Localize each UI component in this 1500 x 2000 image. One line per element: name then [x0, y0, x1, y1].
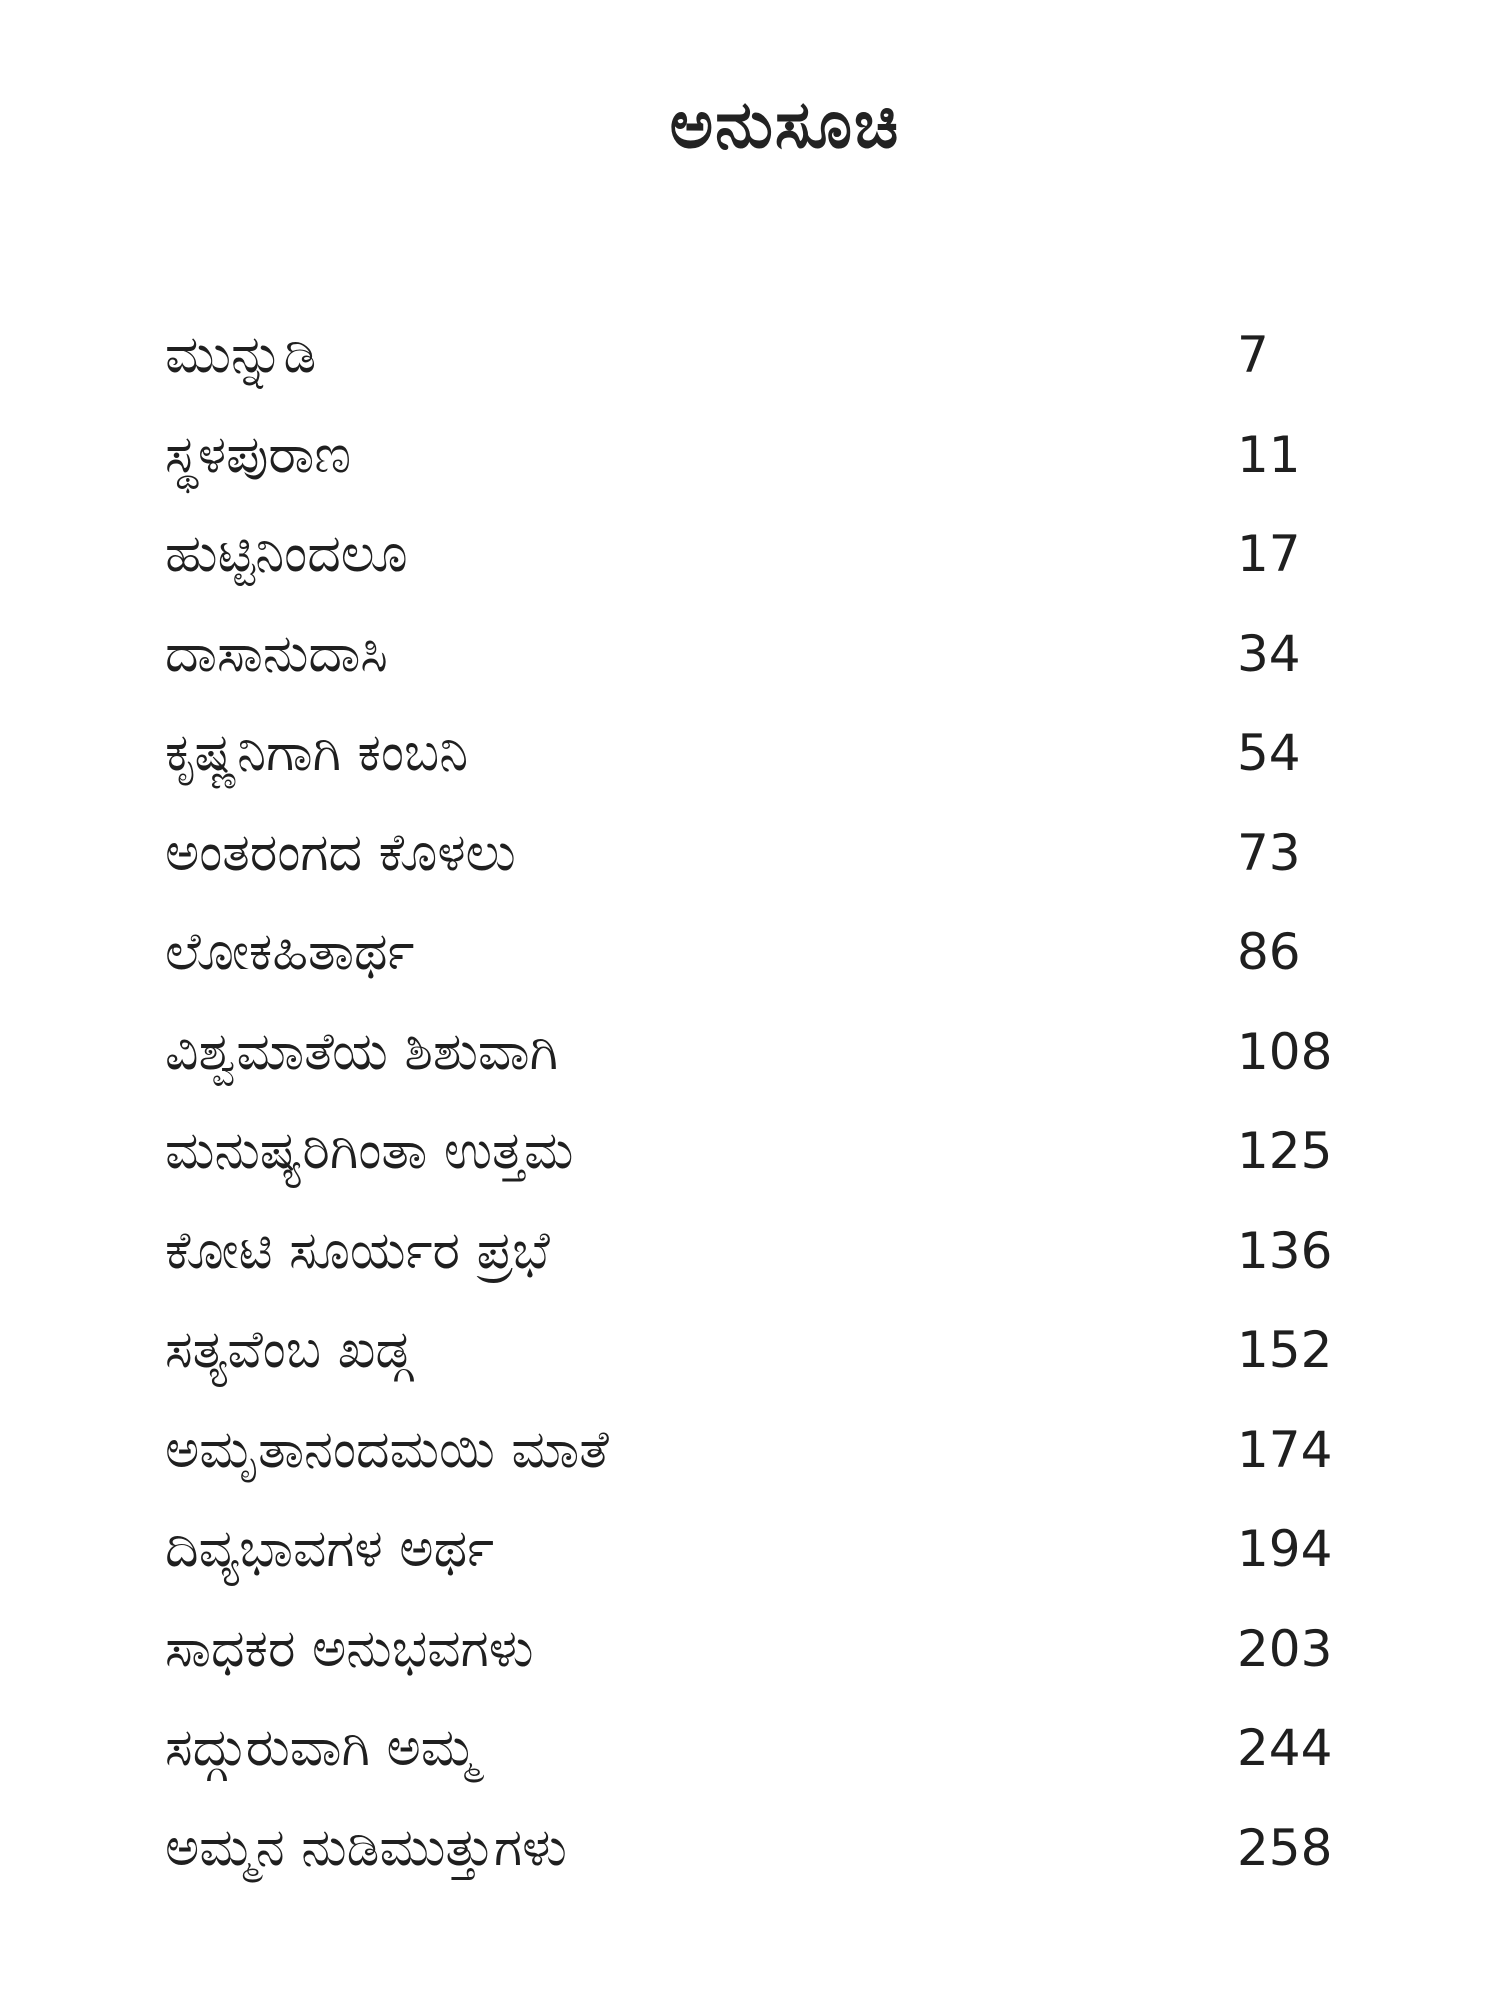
toc-entry-page-number: 86	[1237, 923, 1301, 981]
toc-entry-title: ಮನುಷ್ಯರಿಗಿಂತಾ ಉತ್ತಮ	[165, 1121, 574, 1181]
toc-entry	[165, 420, 1365, 520]
toc-entry-page-number: 258	[1237, 1818, 1333, 1877]
page-title: ಅನುಸೂಚಿ	[669, 86, 901, 163]
toc-entry-title: ಕೋಟಿ ಸೂರ್ಯರ ಪ್ರಭೆ	[165, 1220, 550, 1281]
toc-entry-title: ಸದ್ಗುರುವಾಗಿ ಅಮ್ಮ	[165, 1718, 478, 1778]
toc-entry-page-number: 73	[1237, 823, 1301, 882]
table-of-contents	[165, 320, 1365, 1912]
toc-entry	[165, 1216, 1365, 1316]
toc-entry-title: ಸತ್ಯವೆಂಬ ಖಡ್ಗ	[165, 1320, 412, 1380]
toc-entry-page-number: 125	[1237, 1122, 1333, 1180]
toc-entry	[165, 519, 1365, 619]
toc-entry	[165, 1017, 1365, 1117]
toc-entry-title: ದಿವ್ಯಭಾವಗಳ ಅರ್ಥ	[165, 1519, 495, 1579]
toc-entry-page-number: 7	[1237, 326, 1269, 384]
toc-entry-page-number: 152	[1237, 1321, 1333, 1379]
toc-entry	[165, 619, 1365, 719]
toc-entry	[165, 320, 1365, 420]
toc-entry-page-number: 11	[1237, 425, 1301, 484]
toc-entry	[165, 1813, 1365, 1913]
toc-entry	[165, 1614, 1365, 1714]
toc-entry-page-number: 54	[1237, 724, 1301, 782]
toc-entry-page-number: 194	[1237, 1520, 1333, 1578]
toc-entry-title: ಅಂತರಂಗದ ಕೊಳಲು	[165, 822, 516, 883]
toc-entry-page-number: 203	[1237, 1619, 1333, 1678]
toc-entry-title: ಕೃಷ್ಣನಿಗಾಗಿ ಕಂಬನಿ	[165, 723, 469, 783]
toc-entry-title: ಸಾಧಕರ ಅನುಭವಗಳು	[165, 1618, 534, 1679]
toc-entry-title: ದಾಸಾನುದಾಸಿ	[165, 623, 388, 684]
toc-entry	[165, 1415, 1365, 1515]
toc-entry-title: ಲೋಕಹಿತಾರ್ಥ	[165, 922, 415, 982]
toc-entry-page-number: 136	[1237, 1221, 1333, 1280]
toc-entry	[165, 718, 1365, 818]
toc-entry-title: ಸ್ಥಳಪುರಾಣ	[165, 424, 352, 485]
toc-entry-title: ಮುನ್ನುಡಿ	[165, 325, 317, 385]
toc-entry-page-number: 244	[1237, 1719, 1333, 1777]
toc-entry	[165, 1315, 1365, 1415]
toc-entry-title: ಅಮ್ಮನ ನುಡಿಮುತ್ತುಗಳು	[165, 1817, 567, 1878]
toc-entry-page-number: 34	[1237, 624, 1301, 683]
toc-entry-title: ವಿಶ್ವಮಾತೆಯ ಶಿಶುವಾಗಿ	[165, 1021, 559, 1082]
toc-entry	[165, 1514, 1365, 1614]
toc-entry-title: ಅಮೃತಾನಂದಮಯಿ ಮಾತೆ	[165, 1419, 609, 1480]
toc-entry-title: ಹುಟ್ಟಿನಿಂದಲೂ	[165, 524, 408, 584]
toc-entry-page-number: 174	[1237, 1420, 1333, 1479]
toc-entry	[165, 1713, 1365, 1813]
toc-entry-page-number: 17	[1237, 525, 1301, 583]
toc-entry	[165, 1116, 1365, 1216]
toc-entry	[165, 917, 1365, 1017]
toc-entry-page-number: 108	[1237, 1022, 1333, 1081]
toc-entry	[165, 818, 1365, 918]
